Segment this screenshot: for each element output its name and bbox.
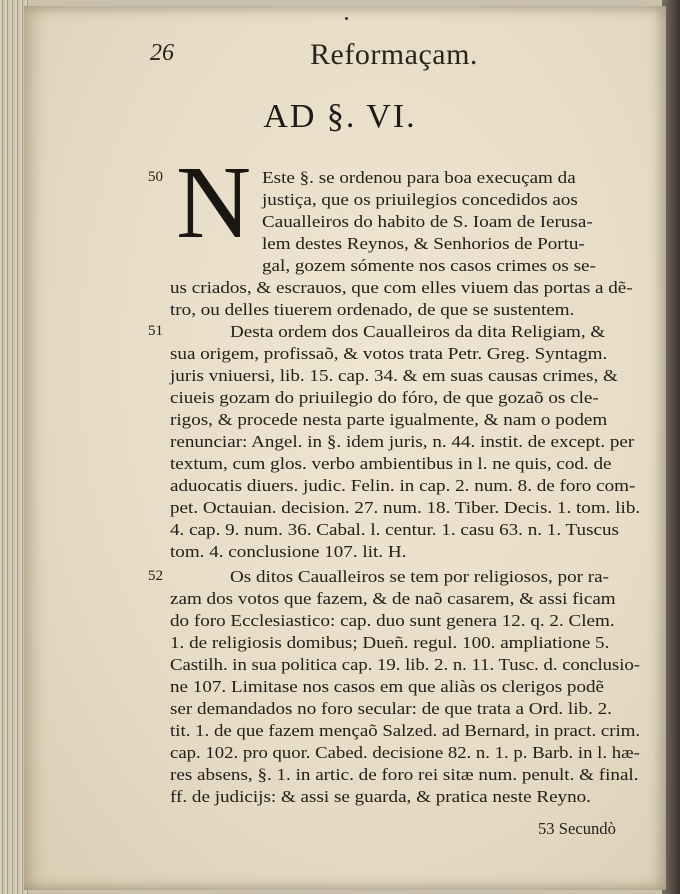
text-line: Os ditos Caualleiros se tem por religiosos, por ra-	[230, 567, 609, 586]
marginal-number: 50	[148, 169, 163, 185]
text-line: lem destes Reynos, & Senhorios de Portu-	[262, 234, 585, 253]
marginal-number: 51	[148, 323, 163, 339]
text-line: rigos, & procede nesta parte igualmente, & nam o podem	[170, 410, 608, 429]
text-line: justiça, que os priuilegios concedidos aos	[262, 190, 578, 209]
text-line: sua origem, profissaõ, & votos trata Petr. Greg. Syntagm.	[170, 344, 608, 363]
text-line: us criados, & escrauos, que com elles viuem das portas a dẽ-	[170, 278, 633, 297]
text-line: Caualleiros do habito de S. Ioam de Ierusa-	[262, 212, 593, 231]
text-line: juris vniuersi, lib. 15. cap. 34. & em suas causas crimes, &	[170, 366, 618, 385]
text-line: textum, cum glos. verbo ambientibus in l. ne quis, cod. de	[170, 454, 612, 473]
text-line: zam dos votos que fazem, & de naõ casarem, & assi ficam	[170, 589, 616, 608]
text-line: ff. de judicijs: & assi se guarda, & pratica neste Reyno.	[170, 787, 591, 806]
text-line: ser demandados no foro secular: de que trata a Ord. lib. 2.	[170, 699, 612, 718]
drop-cap: N	[176, 145, 252, 260]
text-line: tom. 4. conclusione 107. lit. H.	[170, 542, 407, 561]
section-heading: AD §. VI.	[263, 98, 417, 135]
page-number: 26	[150, 40, 174, 66]
text-line: 4. cap. 9. num. 36. Cabal. l. centur. 1. casu 63. n. 1. Tuscus	[170, 520, 619, 539]
catchword: 53 Secundò	[538, 819, 616, 838]
text-line: aduocatis diuers. judic. Felin. in cap. 2. num. 8. de foro com-	[170, 476, 636, 495]
text-line: Desta ordem dos Caualleiros da dita Religiam, &	[230, 322, 606, 341]
text-line: res absens, §. 1. in artic. de foro rei sitæ num. penult. & final.	[170, 765, 639, 784]
marginal-number: 52	[148, 568, 163, 584]
text-line: renunciar: Angel. in §. idem juris, n. 44. instit. de except. per	[170, 432, 635, 451]
running-title: Reformaçam.	[310, 38, 478, 71]
text-line: cap. 102. pro quor. Cabed. decisione 82. n. 1. p. Barb. in l. hæ-	[170, 743, 640, 762]
text-line: ne 107. Limitase nos casos em que aliàs os clerigos podẽ	[170, 677, 605, 696]
page-header	[150, 38, 630, 78]
text-line: do foro Ecclesiastico: cap. duo sunt genera 12. q. 2. Clem.	[170, 611, 615, 630]
page-dot	[345, 17, 348, 20]
text-line: gal, gozem sómente nos casos crimes os se-	[262, 256, 596, 275]
text-line: tro, ou delles tiuerem ordenado, de que se sustentem.	[170, 300, 575, 319]
text-line: 1. de religiosis domibus; Dueñ. regul. 100. ampliatione 5.	[170, 633, 610, 652]
text-line: tit. 1. de que fazem mençaõ Salzed. ad Bernard, in pract. crim.	[170, 721, 641, 740]
text-line: Este §. se ordenou para boa execuçam da	[262, 168, 576, 187]
text-line: pet. Octauian. decision. 27. num. 18. Tiber. Decis. 1. tom. lib.	[170, 498, 641, 517]
text-line: Castilh. in sua politica cap. 19. lib. 2. n. 11. Tusc. d. conclusio-	[170, 655, 641, 674]
text-line: ciueis gozam do priuilegio do fóro, de que gozaõ os cle-	[170, 388, 599, 407]
